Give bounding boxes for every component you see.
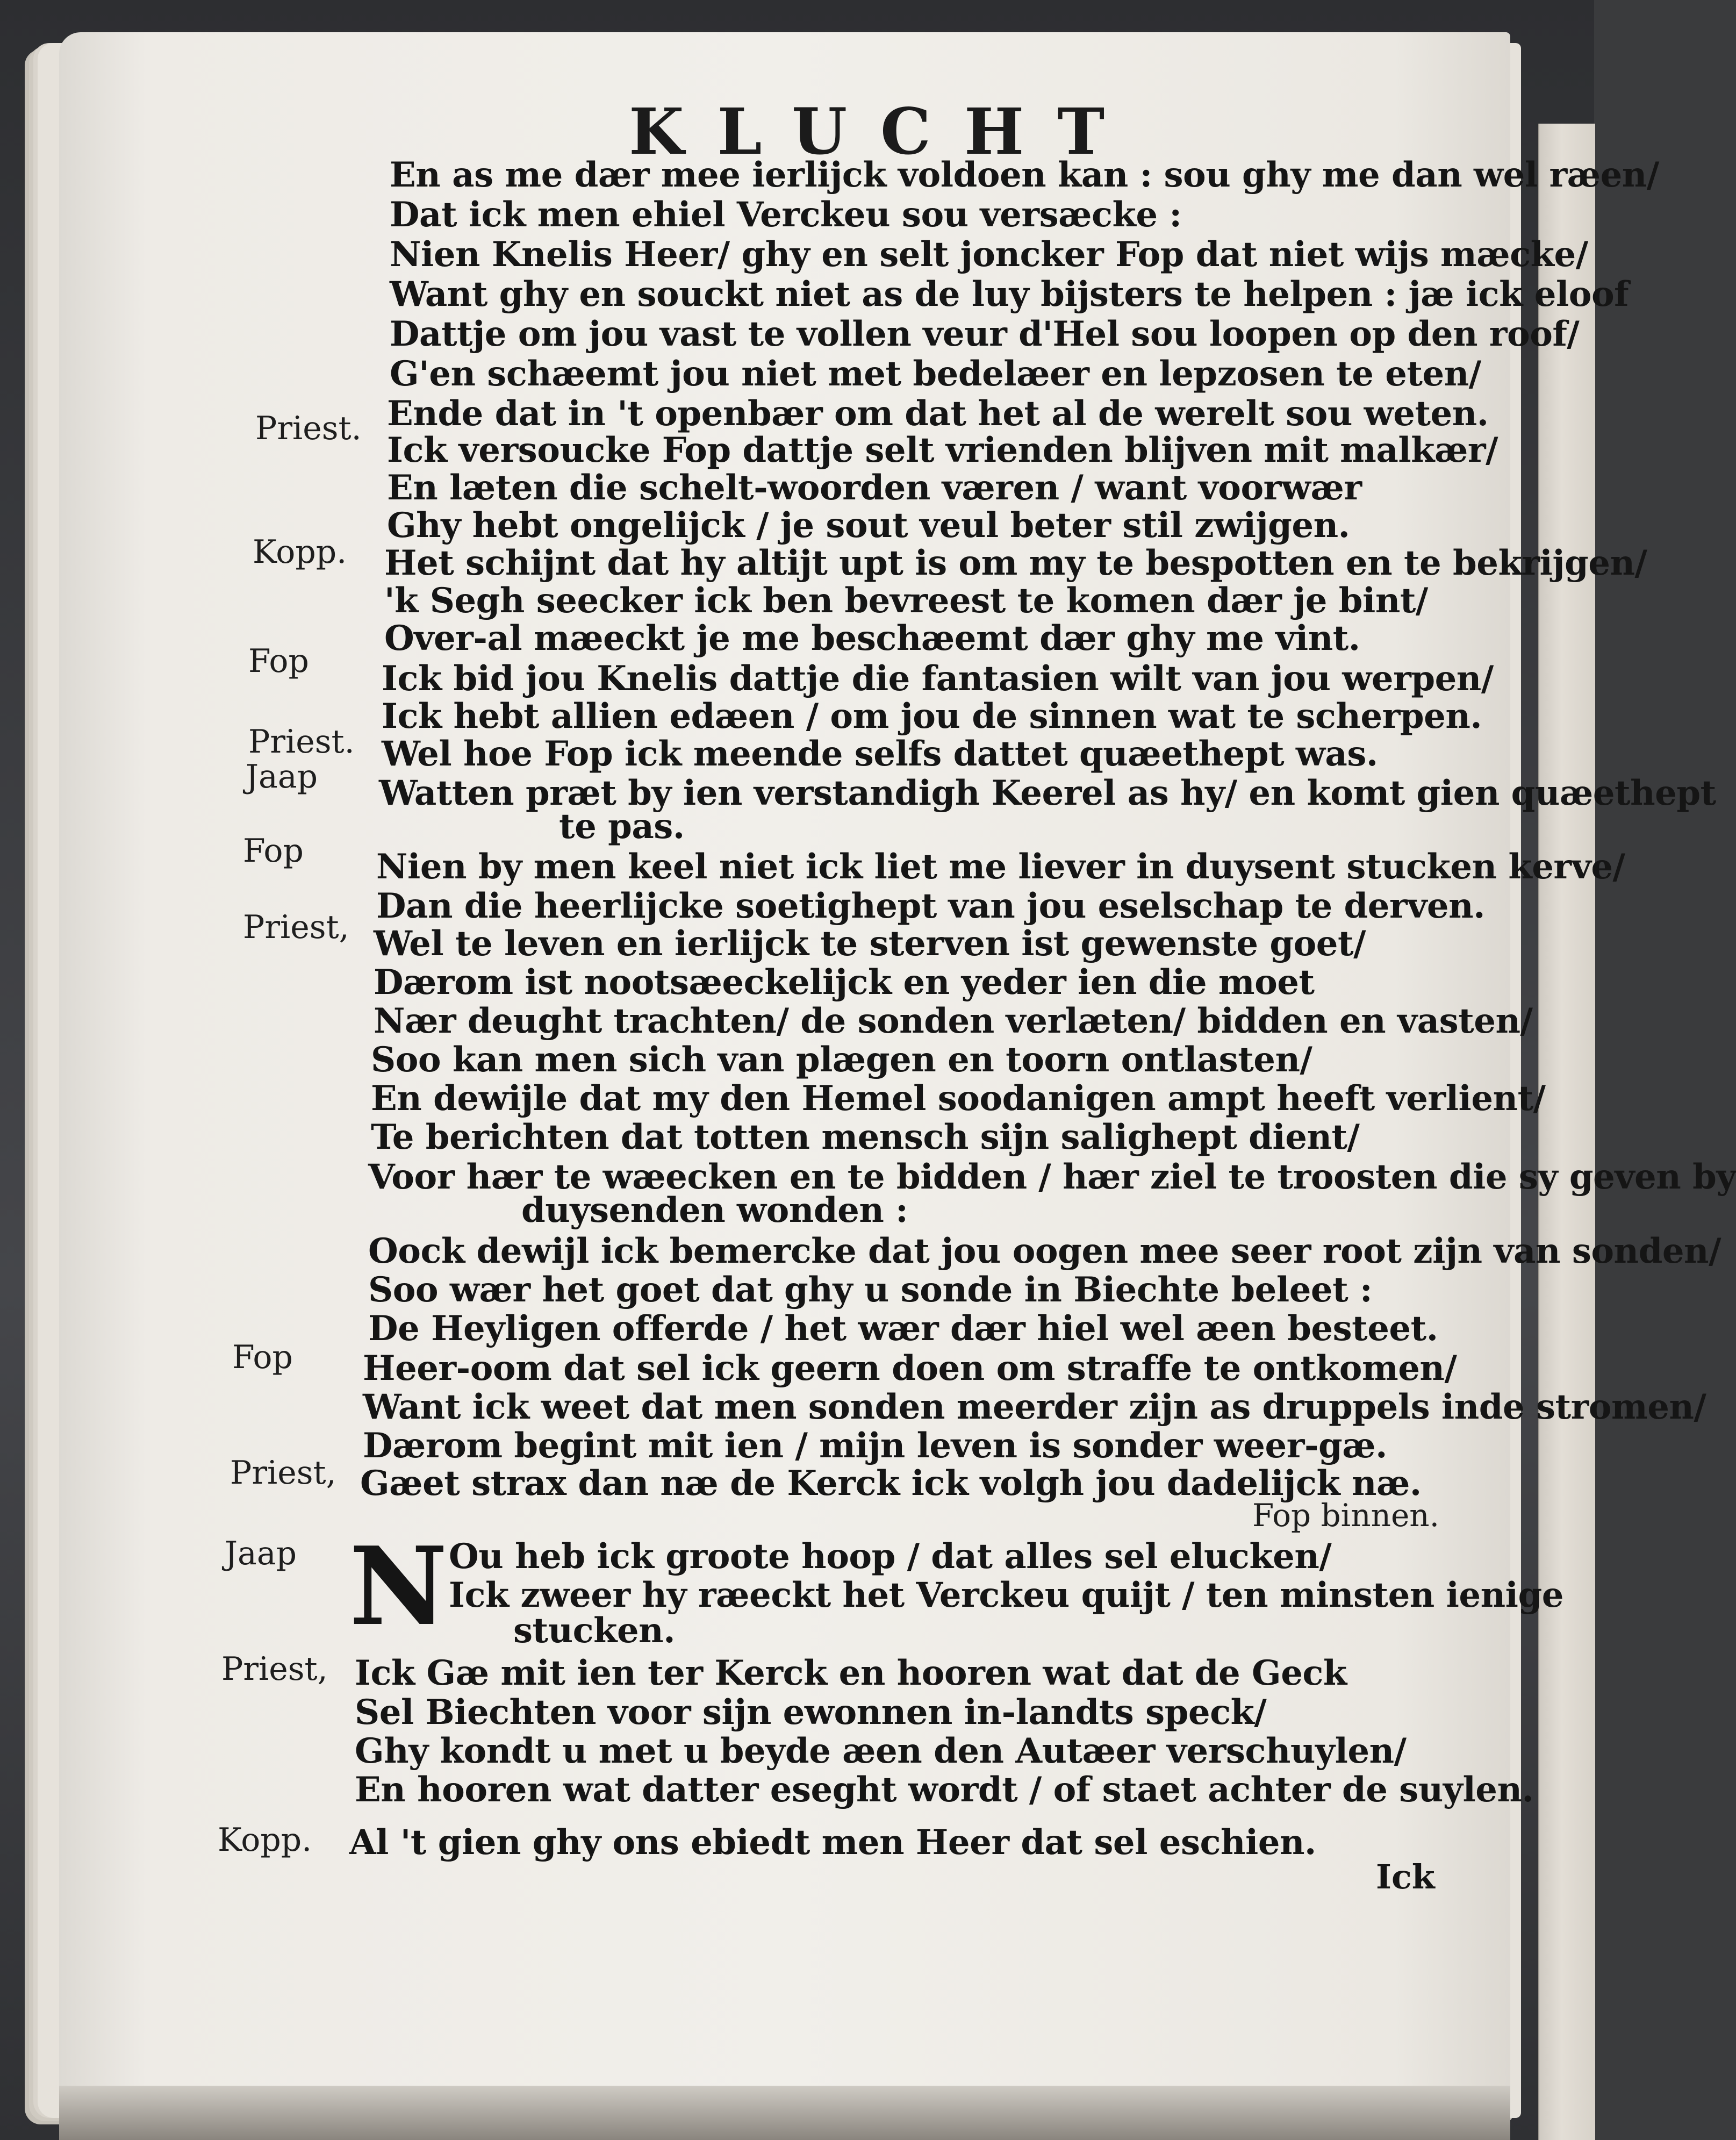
speaker-label: Priest. (255, 410, 362, 447)
running-title: KLUCHT (629, 94, 1138, 169)
verse-line: En læten die schelt-woorden væren / want voorwær (387, 468, 1362, 508)
verse-line: Nær deught trachten/ de sonden verlæten/ bidden en vasten/ (374, 1001, 1533, 1041)
verse-line: Het schijnt dat hy altijt upt is om my te bespotten en te bekrijgen/ (384, 543, 1647, 583)
verse-line: En hooren wat datter eseght wordt / of staet achter de suylen. (355, 1770, 1534, 1810)
verse-line: Dattje om jou vast te vollen veur d'Hel sou loopen op den roof/ (390, 314, 1580, 354)
speaker-label: Priest, (230, 1454, 336, 1492)
speaker-label: Jaap (225, 1535, 297, 1572)
verse-line: te pas. (559, 806, 685, 847)
verse-line: Sel Biechten voor sijn ewonnen in-landts speck/ (355, 1692, 1267, 1733)
speaker-label: Fop (232, 1339, 293, 1376)
verse-line: Gæet strax dan næ de Kerck ick volgh jou dadelijck næ. (360, 1463, 1422, 1504)
verse-line: Ick versoucke Fop dattje selt vrienden blijven mit malkær/ (387, 430, 1498, 470)
adjacent-page-edge (1538, 124, 1595, 2140)
verse-line: Ou heb ick groote hoop / dat alles sel elucken/ (449, 1536, 1332, 1577)
speaker-label: Jaap (246, 758, 318, 796)
drop-cap: N (349, 1523, 448, 1650)
verse-line: stucken. (513, 1611, 675, 1651)
verse-line: En dewijle dat my den Hemel soodanigen ampt heeft verlient/ (371, 1078, 1546, 1119)
verse-line: Ende dat in 't openbær om dat het al de werelt sou weten. (387, 393, 1489, 434)
verse-line: Dærom ist nootsæeckelijck en yeder ien die moet (374, 962, 1315, 1003)
verse-line: Dat ick men ehiel Verckeu sou versæcke : (390, 195, 1182, 235)
verse-line: Al 't gien ghy ons ebiedt men Heer dat sel eschien. (349, 1822, 1316, 1863)
verse-line: G'en schæemt jou niet met bedelæer en lepzosen te eten/ (390, 354, 1481, 394)
verse-line: Watten præt by ien verstandigh Keerel as hy/ en komt gien quæethept (379, 773, 1716, 813)
speaker-label: Fop (248, 642, 309, 680)
catchword: Ick (1376, 1857, 1435, 1896)
verse-line: Voor hær te wæecken en te bidden / hær ziel te troosten die sy geven by (368, 1157, 1736, 1197)
verse-line: Dan die heerlijcke soetighept van jou eselschap te derven. (376, 886, 1485, 926)
verse-line: Te berichten dat totten mensch sijn salighept dient/ (371, 1117, 1360, 1157)
verse-line: Oock dewijl ick bemercke dat jou oogen mee seer root zijn van sonden/ (368, 1231, 1721, 1271)
verse-line: Ghy kondt u met u beyde æen den Autæer verschuylen/ (355, 1731, 1407, 1771)
speaker-label: Priest, (243, 908, 349, 946)
verse-line: De Heyligen offerde / het wær dær hiel wel æen besteet. (368, 1308, 1438, 1349)
verse-line: Ick Gæ mit ien ter Kerck en hooren wat dat de Geck (355, 1653, 1347, 1693)
speaker-label: Priest. (248, 723, 355, 761)
verse-line: Ick bid jou Knelis dattje die fantasien wilt van jou werpen/ (382, 659, 1494, 699)
verse-line: Heer-oom dat sel ick geern doen om straffe te ontkomen/ (363, 1348, 1457, 1389)
verse-line: Ghy hebt ongelijck / je sout veul beter stil zwijgen. (387, 505, 1350, 546)
verse-line: Wel te leven en ierlijck te sterven ist gewenste goet/ (374, 924, 1366, 964)
verse-line: Ick zweer hy ræeckt het Verckeu quijt / ten minsten ienige (449, 1575, 1563, 1615)
stage-direction: Fop binnen. (1252, 1497, 1440, 1534)
verse-line: Over-al mæeckt je me beschæemt dær ghy me vint. (384, 618, 1360, 659)
speaker-label: Kopp. (218, 1821, 312, 1859)
verse-line: En as me dær mee ierlijck voldoen kan : sou ghy me dan wel ræen/ (390, 155, 1659, 195)
verse-line: Ick hebt allien edæen / om jou de sinnen wat te scherpen. (382, 696, 1482, 736)
verse-line: Dærom begint mit ien / mijn leven is sonder weer-gæ. (363, 1426, 1387, 1466)
speaker-label: Priest, (221, 1650, 328, 1688)
verse-line: Wel hoe Fop ick meende selfs dattet quæethept was. (382, 734, 1378, 774)
verse-line: Want ick weet dat men sonden meerder zijn as druppels inde stromen/ (363, 1387, 1706, 1427)
verse-line: Nien Knelis Heer/ ghy en selt joncker Fop dat niet wijs mæcke/ (390, 234, 1588, 275)
verse-line: Soo wær het goet dat ghy u sonde in Biechte beleet : (368, 1270, 1373, 1310)
verse-line: Want ghy en souckt niet as de luy bijsters te helpen : jæ ick eloof (390, 274, 1629, 314)
verse-line: duysenden wonden : (521, 1190, 908, 1230)
verse-line: Soo kan men sich van plægen en toorn ontlasten/ (371, 1040, 1312, 1080)
page-bottom-shadow (59, 2086, 1510, 2140)
verse-line: 'k Segh seecker ick ben bevreest te komen dær je bint/ (384, 581, 1428, 621)
verse-line: Nien by men keel niet ick liet me liever in duysent stucken kerve/ (376, 847, 1625, 887)
speaker-label: Kopp. (253, 533, 347, 571)
speaker-label: Fop (243, 832, 304, 870)
